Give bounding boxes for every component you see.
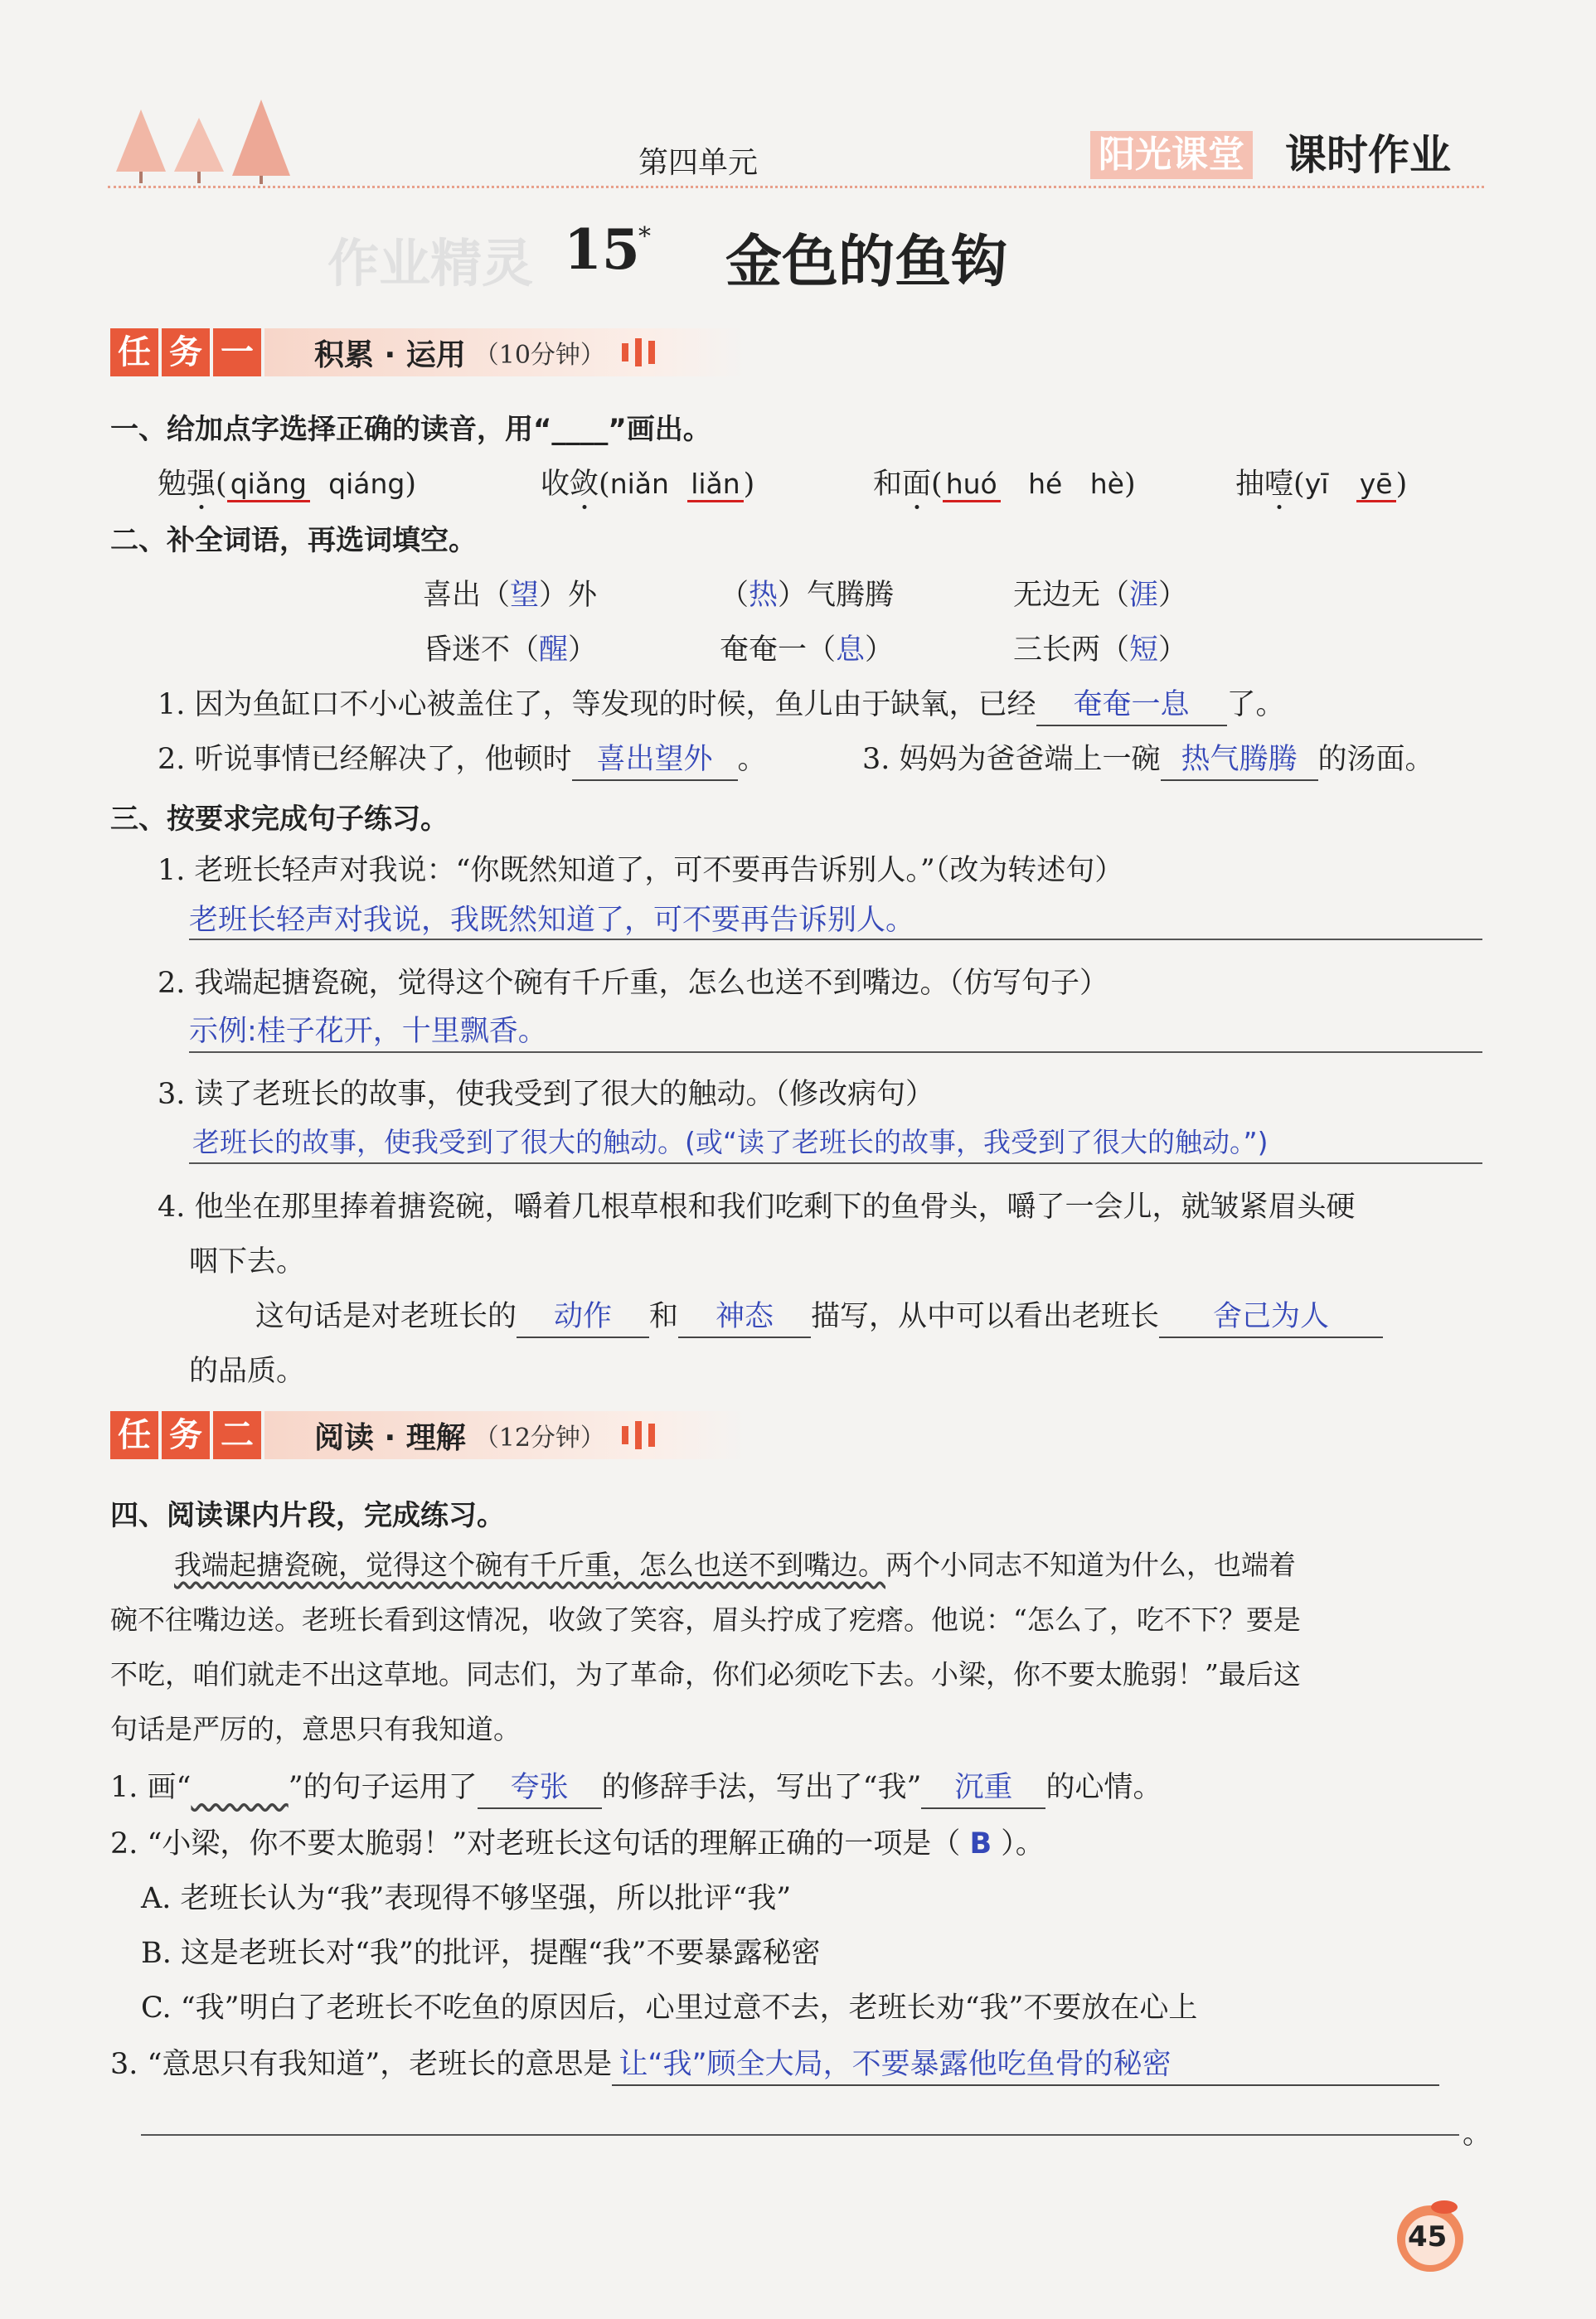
answer-blank: 热气腾腾 [1161,736,1318,781]
q2-sentence-3: 3. 妈妈为爸爸端上一碗 热气腾腾 的汤面。 [862,736,1434,781]
q1-item-4: 抽噎(yī yē ) [1235,468,1408,501]
answer-blank: 夸张 [478,1764,602,1809]
q3-s4-end: 的品质。 [189,1355,306,1388]
task-two-tag [110,1411,264,1459]
task-two-title: 阅读 · 理解 [314,1420,466,1455]
q3-s1-question: 1. 老班长轻声对我说：“你既然知道了，可不要再告诉别人。”（改为转述句） [158,854,1124,887]
q3-s4-line1: 4. 他坐在那里捧着搪瓷碗，嚼着几根草根和我们吃剩下的鱼骨头，嚼了一会儿，就皱紧眉头硬 [158,1191,1356,1224]
wavy-sentence: 我端起搪瓷碗，觉得这个碗有千斤重，怎么也送不到嘴边。 [174,1549,885,1581]
lesson-number: 15 [564,217,640,282]
watermark: 作业精灵 [327,233,534,294]
task-two-time: （12分钟） [473,1424,605,1453]
selected-pinyin: liǎn [687,468,743,502]
task-tag-char: 务 [162,1411,210,1459]
q2-sentence-2: 2. 听说事情已经解决了，他顿时 喜出望外 。 [158,736,767,781]
q1-item-1: 勉强( qiǎng qiáng) [158,468,417,501]
trees-icon [108,93,307,184]
option-b: B. 这是老班长对“我”的批评，提醒“我”不要暴露秘密 [141,1937,821,1970]
bars-icon [622,1421,655,1449]
passage-line-3: 不吃，咱们就走不出这草地。同志们，为了革命，你们必须吃下去。小梁，你不要太脆弱！”最后这 [110,1658,1301,1691]
q4-question-1: 1. 画“~~~~”的句子运用了 夸张 的修辞手法，写出了“我” 沉重 的心情。 [110,1764,1162,1809]
answer-line [141,2134,1459,2136]
q2-sentence-1: 1. 因为鱼缸口不小心被盖住了，等发现的时候，鱼儿由于缺氧，已经 奄奄一息 了。 [158,682,1285,726]
q3-heading: 三、按要求完成句子练习。 [110,803,449,836]
q1-item-3: 和面( huó hé hè) [873,468,1136,501]
idiom-4: 昏迷不（醒） [423,633,598,667]
answer-blank: 奄奄一息 [1036,682,1227,726]
selected-pinyin: qiǎng [227,468,310,502]
q1-heading: 一、给加点字选择正确的读音，用“____”画出。 [110,413,711,446]
q3-s2-answer: 示例:桂子花开，十里飘香。 [189,1015,547,1048]
option-a: A. 老班长认为“我”表现得不够坚强，所以批评“我” [141,1882,792,1915]
header-divider [108,186,1484,188]
q4-heading: 四、阅读课内片段，完成练习。 [110,1499,505,1532]
selected-pinyin: huó [943,468,1001,502]
task-one-banner [110,328,745,376]
q3-s3-question: 3. 读了老班长的故事，使我受到了很大的触动。（修改病句） [158,1078,935,1111]
task-one-band [264,328,745,376]
answer-blank: 神态 [678,1293,811,1338]
task-tag-char: 一 [213,328,261,376]
q4-question-3: 3. “意思只有我知道”，老班长的意思是 让“我”顾全大局，不要暴露他吃鱼骨的秘密 [110,2041,1439,2086]
q3-s3-answer: 老班长的故事，使我受到了很大的触动。(或“读了老班长的故事，我受到了很大的触动。”) [192,1126,1269,1158]
bars-icon [622,338,655,366]
lesson-title: 金色的鱼钩 [725,229,1008,295]
answer-line [189,1051,1482,1053]
lesson-star: * [638,222,651,251]
q3-s2-question: 2. 我端起搪瓷碗，觉得这个碗有千斤重，怎么也送不到嘴边。（仿写句子） [158,967,1109,1000]
brand-homework: 课时作业 [1285,131,1451,179]
idiom-5: 奄奄一（息） [720,633,895,667]
task-tag-char: 任 [110,328,158,376]
answer-blank: 动作 [517,1293,649,1338]
answer-blank: 沉重 [921,1764,1045,1809]
task-tag-char: 任 [110,1411,158,1459]
answer-line [189,939,1482,940]
task-two-banner [110,1411,745,1459]
task-two-band [264,1411,745,1459]
q4-question-2: 2. “小梁，你不要太脆弱！”对老班长这句话的理解正确的一项是（ B ）。 [110,1827,1045,1861]
choice-answer: B [969,1827,992,1861]
passage-line-2: 碗不往嘴边送。老班长看到这情况，收敛了笑容，眉头拧成了疙瘩。他说：“怎么了，吃不下？要是 [110,1603,1301,1636]
q3-s1-answer: 老班长轻声对我说，我既然知道了，可不要再告诉别人。 [189,904,915,937]
q3-s4-line2: 咽下去。 [189,1245,306,1278]
q2-heading: 二、补全词语，再选词填空。 [110,524,477,557]
q1-item-2: 收敛(niǎn liǎn ) [541,468,755,501]
answer-blank: 舍己为人 [1159,1293,1383,1338]
task-one-time: （10分钟） [473,341,605,370]
task-one-tag [110,328,264,376]
q4-q3-end: 。 [1463,2118,1492,2151]
task-one-title: 积累 · 运用 [314,337,466,372]
answer-blank: 喜出望外 [572,736,738,781]
passage-line-4: 句话是严厉的，意思只有我知道。 [110,1713,521,1745]
unit-label: 第四单元 [638,146,759,180]
idiom-3: 无边无（涯） [1013,579,1188,612]
answer-blank: 让“我”顾全大局，不要暴露他吃鱼骨的秘密 [612,2041,1439,2086]
page-number: 45 [1408,2220,1448,2254]
q3-s4-fill: 这句话是对老班长的 动作 和 神态 描写，从中可以看出老班长 舍己为人 [255,1293,1383,1338]
idiom-2: （热）气腾腾 [720,579,895,612]
option-c: C. “我”明白了老班长不吃鱼的原因后，心里过意不去，老班长劝“我”不要放在心上 [141,1992,1198,2025]
passage-line-1: 我端起搪瓷碗，觉得这个碗有千斤重，怎么也送不到嘴边。两个小同志不知道为什么，也端着 [174,1549,1296,1581]
brand-sunshine: 阳光课堂 [1090,131,1253,179]
selected-pinyin: yē [1356,468,1396,502]
idiom-1: 喜出（望）外 [423,579,598,612]
task-tag-char: 二 [213,1411,261,1459]
idiom-6: 三长两（短） [1013,633,1188,667]
task-tag-char: 务 [162,328,210,376]
answer-line [189,1162,1482,1164]
